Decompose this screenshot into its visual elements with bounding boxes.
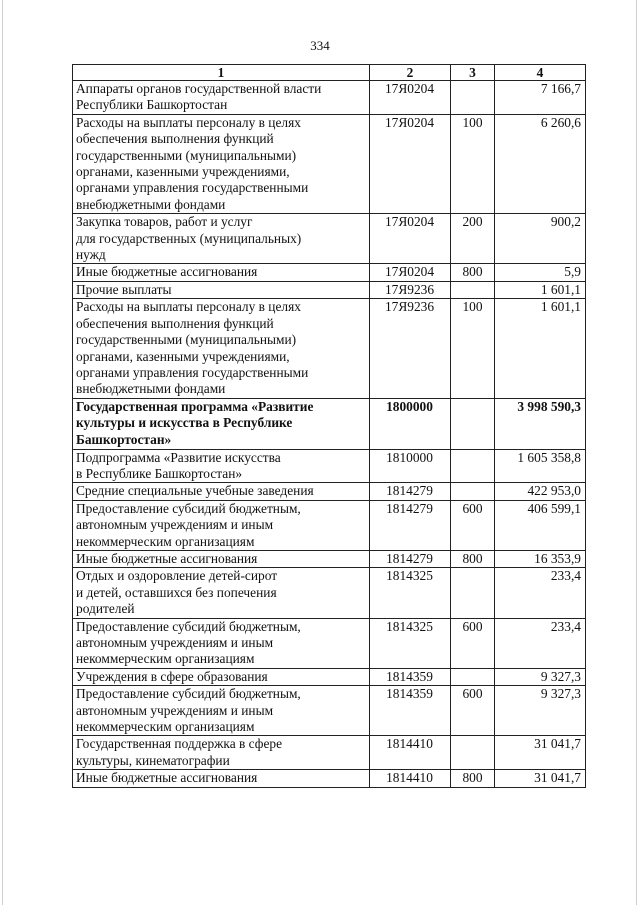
row-type-cell	[451, 449, 495, 483]
row-code-cell: 1814279	[370, 500, 451, 550]
row-name-cell: Государственная поддержка в сфере культуры, кинематографии	[73, 736, 370, 770]
table-row	[73, 770, 586, 787]
row-amount-cell: 7 166,7	[495, 81, 586, 115]
table-row	[73, 668, 586, 685]
page-number: 334	[310, 38, 330, 53]
row-amount-cell: 16 353,9	[495, 550, 586, 567]
row-code-cell: 1814325	[370, 618, 451, 668]
table-row	[73, 299, 586, 398]
row-type-cell: 100	[451, 114, 495, 213]
row-name-cell: Прочие выплаты	[73, 281, 370, 298]
table-row	[73, 483, 586, 500]
row-amount-cell: 9 327,3	[495, 668, 586, 685]
table-row	[73, 500, 586, 550]
row-type-cell: 200	[451, 214, 495, 264]
row-type-cell: 600	[451, 686, 495, 736]
row-name-cell: Расходы на выплаты персоналу в целях обеспечения выполнения функций государственными (муниципальными) органами, казенными учреждениями, органами управления государственными внебюджетными фондами	[73, 299, 370, 398]
row-code-cell: 1814279	[370, 550, 451, 567]
row-name-cell: Государственная программа «Развитие культуры и искусства в Республике Башкортостан»	[73, 398, 370, 449]
row-amount-cell: 1 601,1	[495, 299, 586, 398]
row-code-cell: 1814359	[370, 668, 451, 685]
row-type-cell	[451, 736, 495, 770]
row-amount-cell: 3 998 590,3	[495, 398, 586, 449]
row-name-cell: Иные бюджетные ассигнования	[73, 264, 370, 281]
table-row	[73, 568, 586, 618]
row-type-cell	[451, 398, 495, 449]
table-row	[73, 281, 586, 298]
row-name-cell: Подпрограмма «Развитие искусства в Республике Башкортостан»	[73, 449, 370, 483]
row-amount-cell: 31 041,7	[495, 770, 586, 787]
row-type-cell: 800	[451, 770, 495, 787]
table-row	[73, 449, 586, 483]
row-code-cell: 17Я0204	[370, 114, 451, 213]
row-code-cell: 17Я9236	[370, 299, 451, 398]
row-type-cell	[451, 668, 495, 685]
row-amount-cell: 900,2	[495, 214, 586, 264]
row-amount-cell: 31 041,7	[495, 736, 586, 770]
row-code-cell: 17Я0204	[370, 214, 451, 264]
column-header-2: 2	[370, 65, 451, 81]
table-row	[73, 736, 586, 770]
row-code-cell: 17Я9236	[370, 281, 451, 298]
row-name-cell: Расходы на выплаты персоналу в целях обеспечения выполнения функций государственными (муниципальными) органами, казенными учреждениями, органами управления государственными внебюджетными фондами	[73, 114, 370, 213]
table-row	[73, 550, 586, 567]
row-name-cell: Предоставление субсидий бюджетным, автономным учреждениям и иным некоммерческим организациям	[73, 618, 370, 668]
row-code-cell: 1814359	[370, 686, 451, 736]
table-row	[73, 81, 586, 115]
row-name-cell: Иные бюджетные ассигнования	[73, 770, 370, 787]
row-name-cell: Закупка товаров, работ и услуг для государственных (муниципальных) нужд	[73, 214, 370, 264]
row-type-cell: 100	[451, 299, 495, 398]
row-name-cell: Отдых и оздоровление детей-сирот и детей, оставшихся без попечения родителей	[73, 568, 370, 618]
row-type-cell: 800	[451, 550, 495, 567]
row-amount-cell: 233,4	[495, 568, 586, 618]
row-name-cell: Предоставление субсидий бюджетным, автономным учреждениям и иным некоммерческим организациям	[73, 500, 370, 550]
table-row	[73, 686, 586, 736]
column-header-1: 1	[73, 65, 370, 81]
row-amount-cell: 406 599,1	[495, 500, 586, 550]
table-header-row	[73, 65, 586, 81]
row-type-cell	[451, 568, 495, 618]
table-row	[73, 214, 586, 264]
row-name-cell: Предоставление субсидий бюджетным, автономным учреждениям и иным некоммерческим организациям	[73, 686, 370, 736]
table-body	[73, 81, 586, 788]
row-type-cell: 600	[451, 500, 495, 550]
row-type-cell	[451, 81, 495, 115]
column-header-3: 3	[451, 65, 495, 81]
table-row	[73, 264, 586, 281]
row-amount-cell: 9 327,3	[495, 686, 586, 736]
row-name-cell: Учреждения в сфере образования	[73, 668, 370, 685]
scan-edge-left	[2, 0, 3, 905]
column-header-4: 4	[495, 65, 586, 81]
row-amount-cell: 5,9	[495, 264, 586, 281]
row-code-cell: 1800000	[370, 398, 451, 449]
budget-table	[72, 64, 586, 788]
row-amount-cell: 6 260,6	[495, 114, 586, 213]
row-code-cell: 17Я0204	[370, 81, 451, 115]
row-code-cell: 1814410	[370, 736, 451, 770]
row-type-cell	[451, 281, 495, 298]
scan-edge-right	[636, 0, 637, 905]
row-code-cell: 1814279	[370, 483, 451, 500]
row-name-cell: Средние специальные учебные заведения	[73, 483, 370, 500]
row-name-cell: Иные бюджетные ассигнования	[73, 550, 370, 567]
row-amount-cell: 422 953,0	[495, 483, 586, 500]
table-row	[73, 618, 586, 668]
table-row	[73, 114, 586, 213]
row-type-cell: 800	[451, 264, 495, 281]
row-amount-cell: 1 601,1	[495, 281, 586, 298]
table-row	[73, 398, 586, 449]
row-type-cell	[451, 483, 495, 500]
row-amount-cell: 233,4	[495, 618, 586, 668]
row-code-cell: 1810000	[370, 449, 451, 483]
row-code-cell: 17Я0204	[370, 264, 451, 281]
row-amount-cell: 1 605 358,8	[495, 449, 586, 483]
row-type-cell: 600	[451, 618, 495, 668]
row-name-cell: Аппараты органов государственной власти Республики Башкортостан	[73, 81, 370, 115]
row-code-cell: 1814325	[370, 568, 451, 618]
row-code-cell: 1814410	[370, 770, 451, 787]
